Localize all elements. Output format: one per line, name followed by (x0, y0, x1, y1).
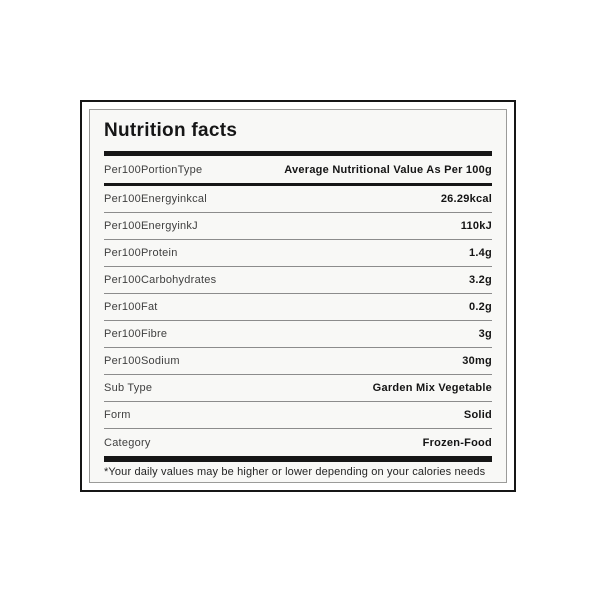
row-label: Per100Carbohydrates (104, 274, 217, 286)
row-value: Garden Mix Vegetable (372, 382, 492, 394)
row-value: 1.4g (468, 247, 492, 259)
header-value: Average Nutritional Value As Per 100g (284, 163, 492, 176)
header-label: Per100PortionType (104, 163, 203, 176)
table-row (104, 402, 492, 429)
row-label: Per100Energyinkcal (104, 193, 207, 205)
row-value: 0.2g (468, 301, 492, 313)
row-label: Per100Fibre (104, 328, 168, 340)
row-value: 26.29kcal (440, 193, 492, 205)
table-header-row (104, 156, 492, 183)
table-row (104, 321, 492, 348)
row-value: Solid (463, 409, 492, 421)
row-label: Per100Protein (104, 247, 178, 259)
row-value: Frozen-Food (422, 436, 492, 449)
nutrition-table (104, 186, 492, 456)
thick-divider-bottom (104, 456, 492, 462)
row-label: Per100Sodium (104, 355, 180, 367)
panel-title: Nutrition facts (104, 120, 238, 141)
row-label: Category (104, 436, 151, 449)
table-row (104, 186, 492, 213)
nutrition-facts-panel (89, 109, 507, 483)
nutrition-facts-card (80, 100, 516, 492)
row-value: 30mg (462, 355, 492, 367)
row-label: Sub Type (104, 382, 153, 394)
row-value: 3g (478, 328, 492, 340)
table-row (104, 294, 492, 321)
row-label: Per100Fat (104, 301, 158, 313)
row-label: Per100EnergyinkJ (104, 220, 198, 232)
table-row (104, 240, 492, 267)
row-label: Form (104, 409, 131, 421)
row-value: 3.2g (468, 274, 492, 286)
table-row (104, 375, 492, 402)
table-row (104, 429, 492, 456)
row-value: 110kJ (460, 220, 492, 232)
daily-values-footnote: *Your daily values may be higher or lower depending on your calories needs (104, 466, 486, 478)
table-row (104, 267, 492, 294)
table-row (104, 213, 492, 240)
table-row (104, 348, 492, 375)
